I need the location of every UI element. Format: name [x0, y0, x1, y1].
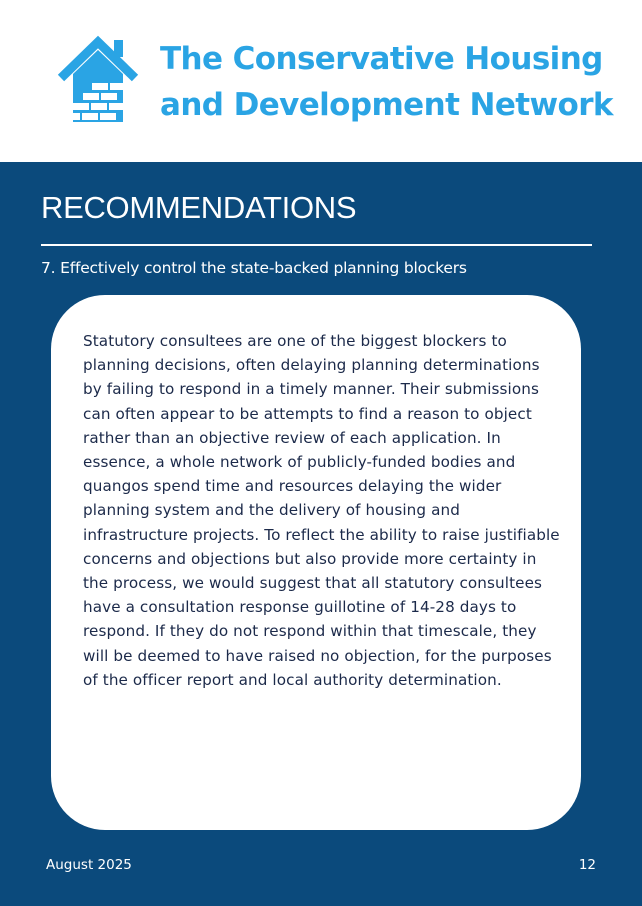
recommendation-card [51, 295, 581, 830]
page-header [0, 0, 642, 162]
recommendation-heading: 7. Effectively control the state-backed planning blockers [41, 259, 467, 277]
organization-name [160, 36, 630, 128]
page-number: 12 [578, 857, 596, 873]
footer-date: August 2025 [46, 857, 132, 873]
section-title: RECOMMENDATIONS [41, 190, 357, 225]
title-divider [41, 244, 592, 246]
house-brick-icon [56, 32, 140, 124]
organization-name-line1: The Conservative Housing [160, 41, 603, 77]
organization-name-line2: and Development Network [160, 87, 613, 123]
content-panel [0, 162, 642, 906]
recommendation-body: Statutory consultees are one of the biggest blockers to planning decisions, often delaying planning determinations by failing to respond in a timely manner. Their submissions can often appear to be attempts to find a reason to object rather than an objective review of each application. In essence, a whole network of publicly-funded bodies and quangos spend time and resources delaying the wider planning system and the delivery of housing and infrastructure projects. To reflect the ability to raise justifiable concerns and objections but also provide more certainty in the process, we would suggest that all statutory consultees have a consultation response guillotine of 14-28 days to respond. If they do not respond within that timescale, they will be deemed to have raised no objection, for the purposes of the officer report and local authority determination. [83, 332, 560, 689]
